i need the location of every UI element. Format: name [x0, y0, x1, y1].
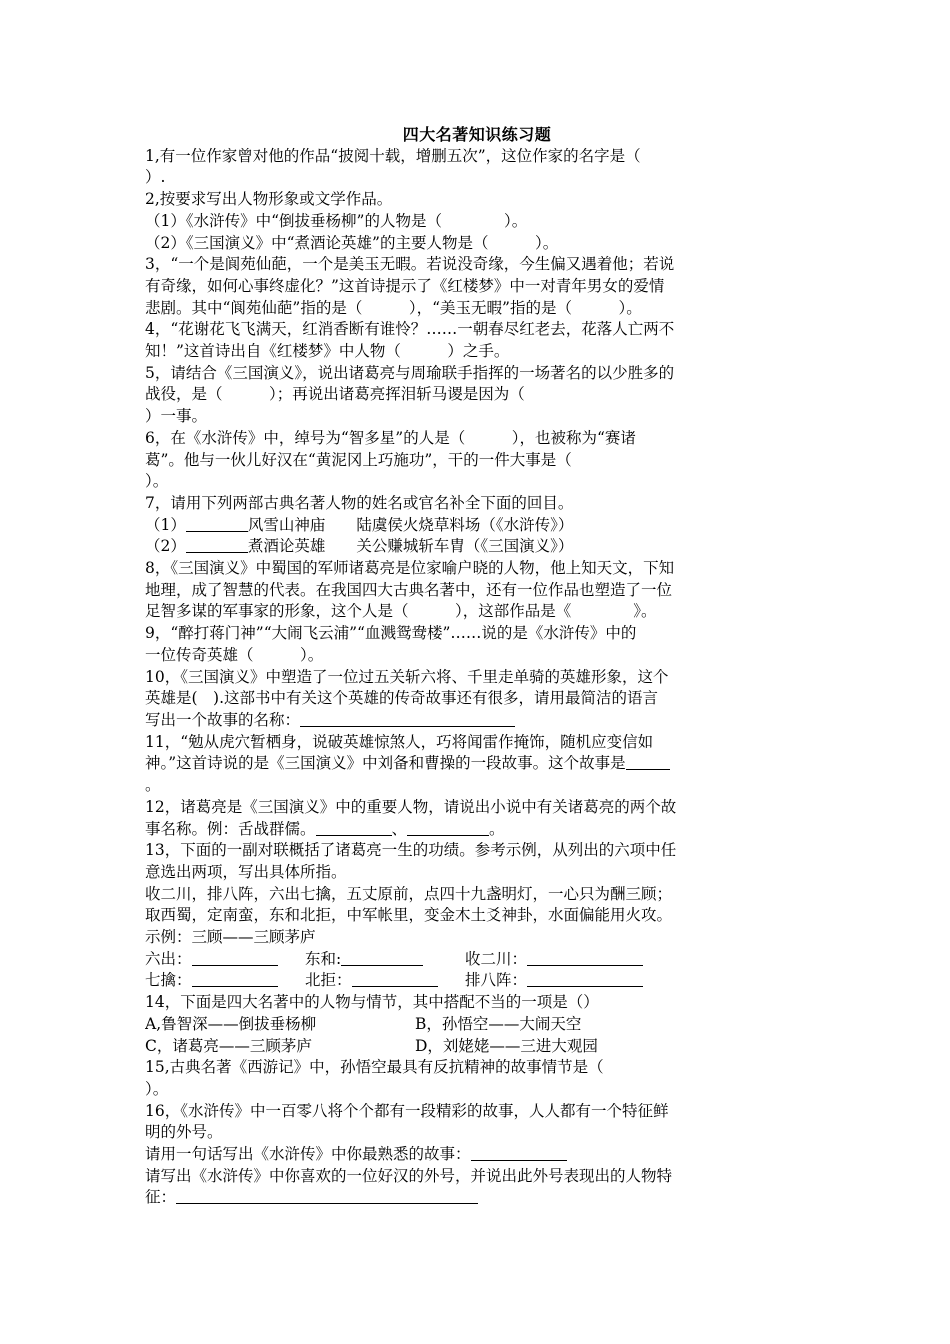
section-q11: [145, 732, 809, 797]
text-line: ）。: [145, 1079, 169, 1098]
text-line: 战役，是（ ）；再说出诸葛亮挥泪斩马谡是因为（: [145, 385, 525, 404]
option-d[interactable]: D，刘姥姥——三进大观园: [415, 1036, 598, 1055]
q11-answer-line: [145, 753, 809, 775]
section-q15-q16: [145, 1057, 809, 1209]
answer-blank[interactable]: [527, 950, 643, 966]
q12-answer-line: [145, 819, 809, 841]
text-line: 6，在《水浒传》中，绰号为“智多星”的人是（ ），也被称为“赛诸: [145, 428, 636, 447]
text-line: 示例：三顾——三顾茅庐: [145, 928, 316, 947]
q10-answer-line: [145, 710, 809, 732]
answer-blank[interactable]: [186, 537, 248, 553]
item-prefix: （1）: [145, 515, 186, 534]
item-text: 煮酒论英雄 关公赚城斩车胄（《三国演义》）: [247, 537, 574, 556]
text-line: 3，“一个是阆苑仙葩，一个是美玉无暇。若说没奇缘，今生偏又遇着他；若说: [145, 255, 675, 274]
text-line: ）一事。: [145, 407, 208, 426]
text-line: ）.: [145, 168, 166, 187]
section-q1-q7: [145, 146, 809, 515]
answer-blank[interactable]: [316, 820, 392, 836]
answer-blank[interactable]: [407, 820, 489, 836]
q13-row-2: [145, 970, 809, 992]
section-q8-q10: [145, 558, 809, 732]
text-line: 8，《三国演义》中蜀国的军师诸葛亮是位家喻户晓的人物，他上知天文，下知: [145, 559, 675, 578]
text-line: 12，诸葛亮是《三国演义》中的重要人物，请说出小说中有关诸葛亮的两个故: [145, 797, 677, 816]
text-fragment: 。: [489, 819, 505, 838]
text-line: 11，“勉从虎穴暂栖身，说破英雄惊煞人，巧将闻雷作掩饰，随机应变信如: [145, 732, 654, 751]
answer-blank[interactable]: [300, 711, 515, 727]
text-line: 收二川，排八阵，六出七擒，五丈原前，点四十九盏明灯，一心只为酬三顾；: [145, 884, 673, 903]
text-line: 有奇缘，如何心事终虚化？”这首诗提示了《红楼梦》中一对青年男女的爱情: [145, 276, 665, 295]
text-fragment: 事名称。例：舌战群儒。: [145, 819, 316, 838]
text-line: 7，请用下列两部古典名著人物的姓名或官名补全下面的回目。: [145, 493, 574, 512]
q7-item-2: [145, 536, 809, 558]
text-line: 悲剧。其中“阆苑仙葩”指的是（ ），“美玉无暇”指的是（ ）。: [145, 298, 642, 317]
option-b[interactable]: B，孙悟空——大闹天空: [415, 1014, 582, 1033]
answer-blank[interactable]: [471, 1145, 567, 1161]
text-line: 9，“醉打蒋门神”“大闹飞云浦”“血溅鸳鸯楼”……说的是《水浒传》中的: [145, 624, 637, 643]
text-line: 请写出《水浒传》中你喜欢的一位好汉的外号，并说出此外号表现出的人物特: [145, 1166, 673, 1185]
section-q13: [145, 840, 809, 992]
section-q12: [145, 797, 809, 840]
answer-blank[interactable]: [176, 1188, 478, 1204]
text-line: （1）《水浒传》中“倒拔垂杨柳”的人物是（ ）。: [145, 211, 528, 230]
field-label: 东和:: [305, 949, 342, 968]
item-text: 风雪山神庙 陆虞侯火烧草料场（《水浒传》）: [247, 515, 574, 534]
text-fragment: 写出一个故事的名称：: [145, 710, 301, 729]
field-label: 排八阵：: [465, 971, 528, 990]
field-label: 收二川：: [465, 949, 528, 968]
text-line: ）。: [145, 472, 169, 491]
q14-options-row-2: [145, 1036, 809, 1058]
separator: 、: [391, 819, 408, 838]
text-line: 明的外号。: [145, 1123, 223, 1142]
answer-blank[interactable]: [352, 971, 438, 987]
text-line: 葛”。他与一伙儿好汉在“黄泥冈上巧施功”，干的一件大事是（: [145, 450, 572, 469]
text-line: 2,按要求写出人物形象或文学作品。: [145, 190, 393, 209]
answer-blank[interactable]: [626, 754, 670, 770]
answer-blank[interactable]: [192, 971, 278, 987]
text-line: 15,古典名著《西游记》中，孙悟空最具有反抗精神的故事情节是（: [145, 1058, 604, 1077]
q16-trait-line: [145, 1187, 809, 1209]
text-line: 足智多谋的军事家的形象，这个人是（ ），这部作品是《 》。: [145, 602, 657, 621]
field-label: 七擒：: [145, 971, 192, 990]
page-title: 四大名著知识练习题: [402, 125, 552, 144]
text-fragment: 征：: [145, 1188, 177, 1207]
text-line: 14，下面是四大名著中的人物与情节，其中搭配不当的一项是（）: [145, 993, 599, 1012]
option-a[interactable]: A,鲁智深——倒拔垂杨柳: [145, 1014, 317, 1033]
text-line: 地理，成了智慧的代表。在我国四大古典名著中，还有一位作品也塑造了一位: [145, 580, 673, 599]
q16-story-line: [145, 1144, 809, 1166]
worksheet: [145, 124, 809, 1209]
text-line: 5，请结合《三国演义》，说出诸葛亮与周瑜联手指挥的一场著名的以少胜多的: [145, 363, 675, 382]
q14-options-row-1: [145, 1014, 809, 1036]
text-fragment: 神。”这首诗说的是《三国演义》中刘备和曹操的一段故事。这个故事是: [145, 754, 626, 773]
text-line: 。: [145, 776, 161, 795]
answer-blank[interactable]: [186, 516, 248, 532]
text-line: 英雄是( ).这部书中有关这个英雄的传奇故事还有很多，请用最简洁的语言: [145, 689, 659, 708]
answer-blank[interactable]: [341, 950, 423, 966]
text-line: 13，下面的一副对联概括了诸葛亮一生的功绩。参考示例，从列出的六项中任: [145, 841, 677, 860]
answer-blank[interactable]: [527, 971, 643, 987]
text-line: 4，“花谢花飞飞满天，红消香断有谁怜？……一朝春尽红老去，花落人亡两不: [145, 320, 675, 339]
q7-item-1: [145, 515, 809, 537]
text-line: 意选出两项，写出具体所指。: [145, 862, 347, 881]
text-line: 一位传奇英雄（ ）。: [145, 645, 324, 664]
text-line: 1,有一位作家曾对他的作品“披阅十载，增删五次”，这位作家的名字是（: [145, 146, 641, 165]
q13-row-1: [145, 949, 809, 971]
text-line: 知！”这首诗出自《红楼梦》中人物（ ）之手。: [145, 342, 510, 361]
text-line: 取西蜀，定南蛮，东和北拒，中军帐里，变金木土爻神卦，水面偏能用火攻。: [145, 906, 673, 925]
text-line: （2）《三国演义》中“煮酒论英雄”的主要人物是（ ）。: [145, 233, 559, 252]
option-c[interactable]: C，诸葛亮——三顾茅庐: [145, 1036, 312, 1055]
text-line: 10，《三国演义》中塑造了一位过五关斩六将、千里走单骑的英雄形象，这个: [145, 667, 669, 686]
text-line: 16，《水浒传》中一百零八将个个都有一段精彩的故事，人人都有一个特征鲜: [145, 1101, 669, 1120]
field-label: 北拒：: [305, 971, 352, 990]
field-label: 六出：: [145, 949, 192, 968]
answer-blank[interactable]: [192, 950, 278, 966]
section-q14: [145, 992, 809, 1057]
text-fragment: 请用一句话写出《水浒传》中你最熟悉的故事：: [145, 1145, 471, 1164]
item-prefix: （2）: [145, 537, 186, 556]
